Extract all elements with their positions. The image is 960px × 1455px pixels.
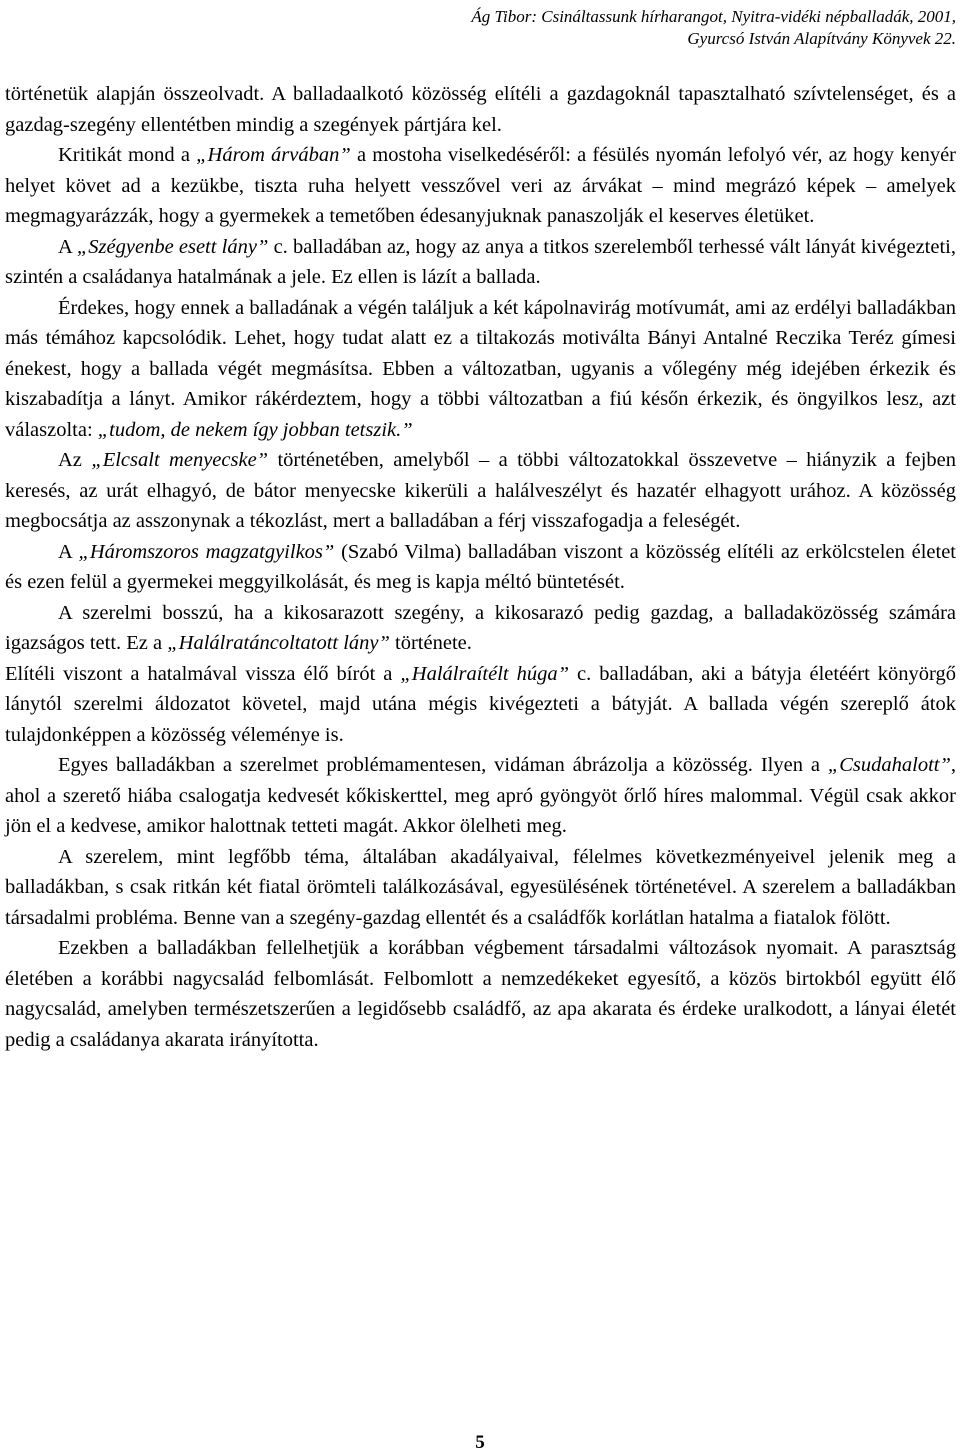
text-segment: A	[58, 235, 77, 258]
ballad-title: „Elcsalt menyecske”	[91, 449, 269, 471]
text-segment: (Szabó Vilma) balladában viszont a közösség elítéli az erkölcstelen életet és ezen felül a gyermekei meggyilkolását, és meg is kapja méltó büntetését.	[5, 540, 956, 593]
ballad-title: „Csudahalott”	[827, 754, 951, 776]
text-segment: Az	[58, 449, 92, 471]
paragraph	[5, 140, 956, 232]
paragraph	[5, 659, 956, 751]
text-segment: A szerelem, mint legfőbb téma, általában akadályaival, félelmes következményeivel jelenik meg a balladákban, s csak ritkán két fiatal örömteli találkozásával, egyesülésének történetével. A szerelem a balladákban társadalmi probléma. Benne van a szegény-gazdag ellentét és a családfők korlátlan hatalma a fiatalok fölött.	[5, 845, 956, 929]
text-segment: c. balladában, aki a bátyja életéért könyörgő lánytól szerelmi áldozatot követel, majd utána mégis kivégezteti a bátyját. A ballada végén szereplő átok tulajdonképpen a közösség véleménye is.	[5, 662, 956, 746]
ballad-title: „tudom, de nekem így jobban tetszik.”	[97, 418, 413, 441]
paragraph	[5, 933, 956, 1055]
text-segment: Ezekben a balladákban fellelhetjük a korábban végbement társadalmi változások nyomait. A parasztság életében a korábbi nagycsalád felbomlását. Felbomlott a nemzedékeket egyesítő, a közös birtokból együtt élő nagycsalád, amelyben természetszerűen a legidősebb családfő, az apa akarata és érdeke uralkodott, a lányai életét pedig a családanya akarata irányította.	[5, 937, 956, 1051]
text-segment: Kritikát mond a	[58, 144, 197, 166]
paragraph	[5, 445, 956, 537]
text-segment: c. balladában az, hogy az anya a titkos szerelemből terhessé vált lányát kivégezteti, szintén a családanya hatalmának a jele. Ez ellen is lázít a ballada.	[5, 235, 956, 288]
text-segment: Egyes balladákban a szerelmet problémamentesen, vidáman ábrázolja a közösség. Ilyen a	[58, 754, 828, 776]
header-line-2: Gyurcsó István Alapítvány Könyvek 22.	[687, 29, 956, 48]
text-segment: története.	[389, 632, 472, 654]
text-segment: A	[58, 540, 79, 563]
text-segment: a mostoha viselkedéséről: a fésülés nyomán lefolyó vér, az hogy kenyér helyet követ ad a kezükbe, tiszta ruha helyett vesszővel veri az árvákat – mind megrázó képek – amelyek megmagyarázzák, hogy a gyermekek a temetőben édesanyjuknak panaszolják el keserves életüket.	[5, 144, 956, 227]
header-line-1: Ág Tibor: Csináltassunk hírharangot, Nyitra-vidéki népballadák, 2001,	[471, 7, 956, 26]
page-number: 5	[475, 1432, 485, 1453]
body-text	[5, 79, 956, 1055]
paragraph	[5, 842, 956, 934]
paragraph	[5, 537, 956, 598]
text-segment: Érdekes, hogy ennek a balladának a végén találjuk a két kápolnavirág motívumát, ami az erdélyi balladákban más témához kapcsolódik. Lehet, hogy tudat alatt ez a tiltakozás motiválta Bányi Antalné Reczika Teréz gímesi énekest, hogy a ballada végét megmásítsa. Ebben a változatban, ugyanis a vőlegény még idejében érkezik és kiszabadítja a lányt. Amikor rákérdeztem, hogy a többi változatban a fiú későn érkezik, és öngyilkos lesz, azt válaszolta:	[5, 296, 956, 441]
text-segment: , ahol a szerető hiába csalogatja kedvesét kőkiskerttel, meg apró gyöngyöt őrlő híres malommal. Végül csak akkor jön el a kedvese, amikor halottnak tetteti magát. Akkor ölelheti meg.	[5, 754, 956, 837]
paragraph	[5, 79, 956, 140]
ballad-title: „Halálratáncoltatott lány”	[167, 632, 390, 654]
text-segment: Elítéli viszont a hatalmával vissza élő bírót a	[5, 662, 401, 685]
running-header	[0, 6, 956, 50]
paragraph	[5, 750, 956, 842]
ballad-title: „Három árvában”	[196, 144, 351, 166]
paragraph	[5, 232, 956, 293]
paragraph	[5, 598, 956, 659]
paragraph	[5, 293, 956, 446]
ballad-title: „Háromszoros magzatgyilkos”	[78, 540, 335, 563]
text-segment: A szerelmi bosszú, ha a kikosarazott szegény, a kikosarazó pedig gazdag, a balladaközösség számára igazságos tett. Ez a	[5, 601, 956, 654]
ballad-title: „Halálraítélt húga”	[400, 662, 570, 685]
text-segment: történetük alapján összeolvadt. A balladaalkotó közösség elítéli a gazdagoknál tapasztalható szívtelenséget, és a gazdag-szegény ellentétben mindig a szegények pártjára kel.	[5, 83, 956, 136]
text-segment: történetében, amelyből – a többi változatokkal összevetve – hiányzik a fejben keresés, az urát elhagyó, de bátor menyecske kikerüli a halálveszélyt és hazatér elhagyott urához. A közösség megbocsátja az asszonynak a tékozlást, mert a balladában a férj visszafogadja a feleségét.	[5, 449, 957, 532]
ballad-title: „Szégyenbe esett lány”	[76, 235, 269, 258]
